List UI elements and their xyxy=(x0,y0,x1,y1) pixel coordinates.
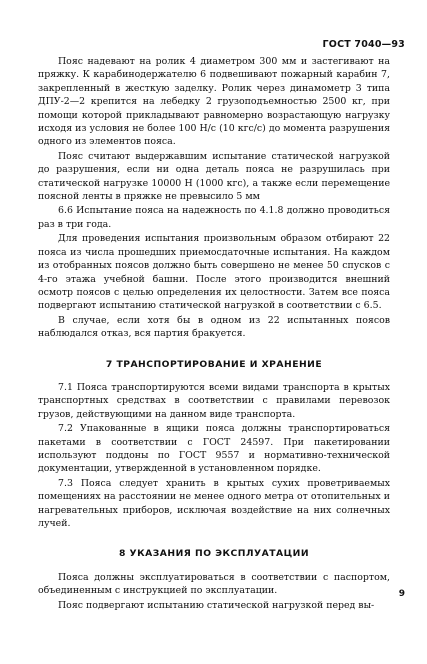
document-header: ГОСТ 7040—93 xyxy=(322,39,405,50)
paragraph: Пояса должны эксплуатироваться в соответствии с паспортом, объединенным с инструкцией по эксплуатации. xyxy=(38,571,390,597)
paragraph: 6.6 Испытание пояса на надежность по 4.1.8 должно проводиться раз в три года. xyxy=(38,205,390,230)
paragraph: 7.3 Пояса следует хранить в крытых сухих проветриваемых помещениях на расстоянии не менее одного метра от отопительных и нагревательных приборов, исключая воздействие на них солнечных лучей. xyxy=(38,477,390,529)
paragraph: 7.1 Пояса транспортируются всеми видами транспорта в крытых транспортных средствах в соответствии с правилами перевозок грузов, действующими на данном виде транспорта. xyxy=(38,381,390,420)
page-number: 9 xyxy=(398,589,405,599)
paragraph: Для проведения испытания произвольным образом отбирают 22 пояса из числа прошедших приемосдаточные испытания. На каждом из отобранных поясов должно быть совершено не менее 50 спусков с 4-го этажа учебной башни. После этого производится внешний осмотр поясов с целью определения их целостности. Затем все пояса подвергают испытанию статической нагрузкой в соответствии с 6.5. xyxy=(38,233,390,312)
section-title-usage: 8 УКАЗАНИЯ ПО ЭКСПЛУАТАЦИИ xyxy=(118,548,310,560)
paragraph: Пояс подвергают испытанию статической нагрузкой перед вы- xyxy=(58,599,375,611)
paragraph: Пояс надевают на ролик 4 диаметром 300 мм и застегивают на пряжку. К карабинодержателю 6 подвешивают пожарный карабин 7, закрепленный в жесткую заделку. Ролик через динамометр 3 типа ДПУ-2—2 крепится на лебедку 2 грузоподъемностью 2500 кг, при помощи которой прикладывают равномерно возрастающую нагрузку исходя из условия не более 100 Н/с (10 кгс/с) до момента разрушения одного из элементов пояса. xyxy=(38,56,390,148)
paragraph: В случае, если хотя бы в одном из 22 испытанных поясов наблюдался отказ, вся партия бракуется. xyxy=(38,314,390,340)
section-title-transport: 7 ТРАНСПОРТИРОВАНИЕ И ХРАНЕНИЕ xyxy=(105,358,323,370)
paragraph: 7.2 Упакованные в ящики пояса должны транспортироваться пакетами в соответствии с ГОСТ 24597. При пакетировании используют поддоны по ГОСТ 9557 и нормативно-технической документации, утвержденной в установленном порядке. xyxy=(38,423,390,475)
document-body xyxy=(38,55,390,612)
paragraph: Пояс считают выдержавшим испытание статической нагрузкой до разрушения, если ни одна деталь пояса не разрушилась при статической нагрузке 10000 Н (1000 кгс), а также если перемещение поясной ленты в пряжке не превысило 5 мм xyxy=(38,150,390,203)
